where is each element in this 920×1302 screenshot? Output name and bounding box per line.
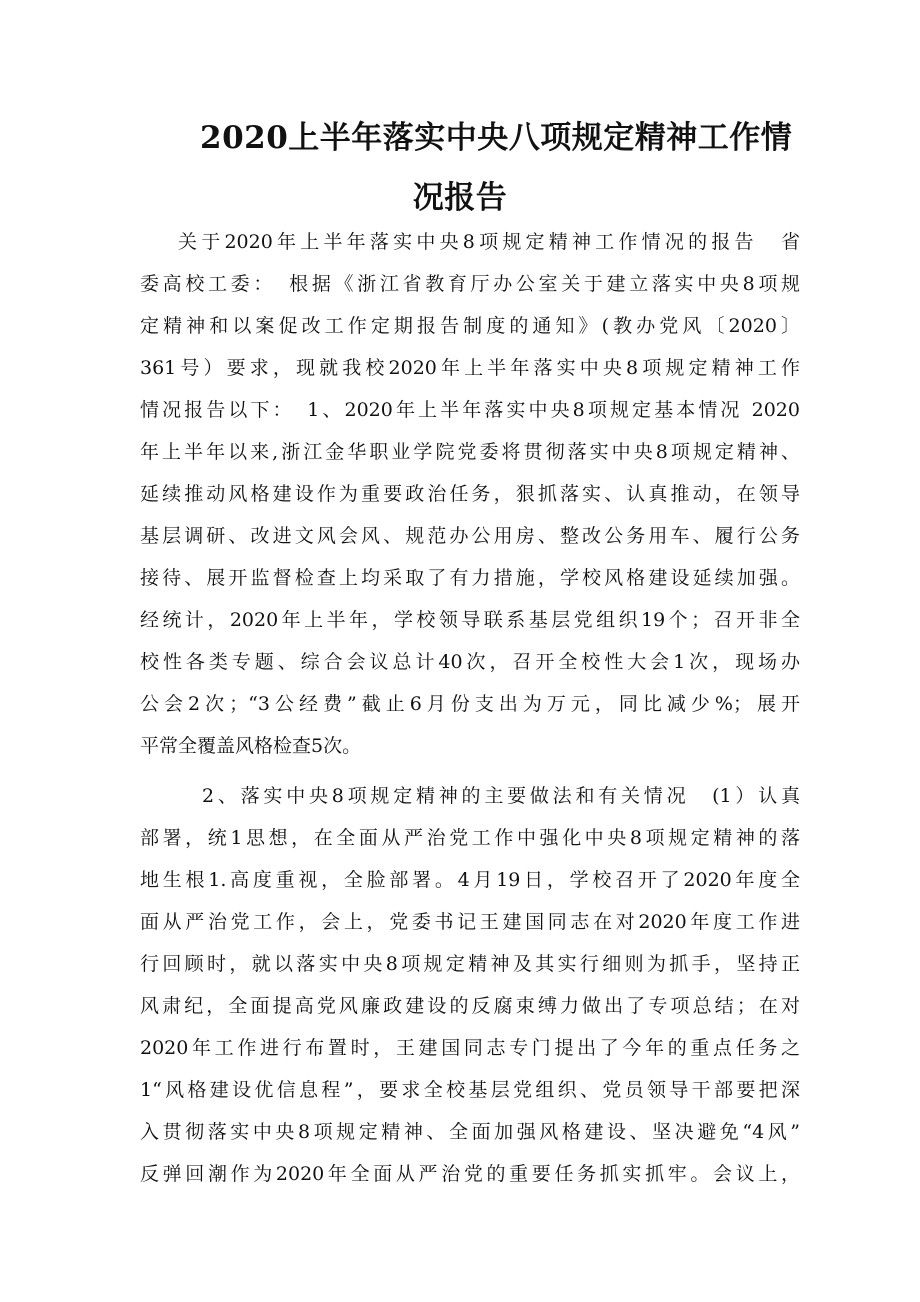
- body-line: 公会2次；“3公经费”截止6月份支出为万元，同比减少%；展开: [140, 693, 800, 715]
- body-line: 风肃纪，全面提高党风廉政建设的反腐束缚力做出了专项总结；在对: [140, 995, 800, 1017]
- body-line: 2、落实中央8项规定精神的主要做法和有关情况 (1）认真: [202, 785, 800, 807]
- body-line: 延续推动风格建设作为重要政治任务，狠抓落实、认真推动，在领导: [140, 483, 800, 505]
- body-line: 部署，统1思想，在全面从严治党工作中强化中央8项规定精神的落: [140, 827, 800, 849]
- body-line: 接待、展开监督检查上均采取了有力措施，学校风格建设延续加强。: [140, 567, 800, 589]
- body-line: 361号）要求，现就我校2020年上半年落实中央8项规定精神工作: [140, 357, 800, 379]
- body-line: 地生根1.高度重视，全脸部署。4月19日，学校召开了2020年度全: [140, 869, 800, 891]
- document-title-line-2: 况报告: [412, 180, 508, 216]
- body-line: 情况报告以下： 1、2020年上半年落实中央8项规定基本情况 2020: [140, 399, 800, 421]
- body-line: 入贯彻落实中央8项规定精神、全面加强风格建设、坚决避免“4风”: [140, 1121, 800, 1143]
- body-line: 平常全覆盖风格检查5次。: [140, 735, 362, 757]
- body-line: 委高校工委： 根据《浙江省教育厅办公室关于建立落实中央8项规: [140, 273, 800, 295]
- document-title-line-1: 2020上半年落实中央八项规定精神工作情: [200, 120, 793, 156]
- body-line: 反弹回潮作为2020年全面从严治党的重要任务抓实抓牢。会议上，: [140, 1163, 800, 1185]
- body-line: 2020年工作进行布置时，王建国同志专门提出了今年的重点任务之: [140, 1037, 800, 1059]
- body-line: 1“风格建设优信息程”，要求全校基层党组织、党员领导干部要把深: [140, 1079, 800, 1101]
- body-line: 定精神和以案促改工作定期报告制度的通知》(教办党风〔2020〕: [140, 315, 800, 337]
- body-line: 经统计，2020年上半年，学校领导联系基层党组织19个；召开非全: [140, 609, 800, 631]
- body-line: 关于2020年上半年落实中央8项规定精神工作情况的报告 省: [178, 231, 800, 253]
- body-line: 基层调研、改进文风会风、规范办公用房、整改公务用车、履行公务: [140, 525, 800, 547]
- body-line: 面从严治党工作，会上，党委书记王建国同志在对2020年度工作进: [140, 911, 800, 933]
- body-line: 年上半年以来,浙江金华职业学院党委将贯彻落实中央8项规定精神、: [140, 441, 800, 463]
- body-line: 行回顾时，就以落实中央8项规定精神及其实行细则为抓手，坚持正: [140, 953, 800, 975]
- body-line: 校性各类专题、综合会议总计40次，召开全校性大会1次，现场办: [140, 651, 800, 673]
